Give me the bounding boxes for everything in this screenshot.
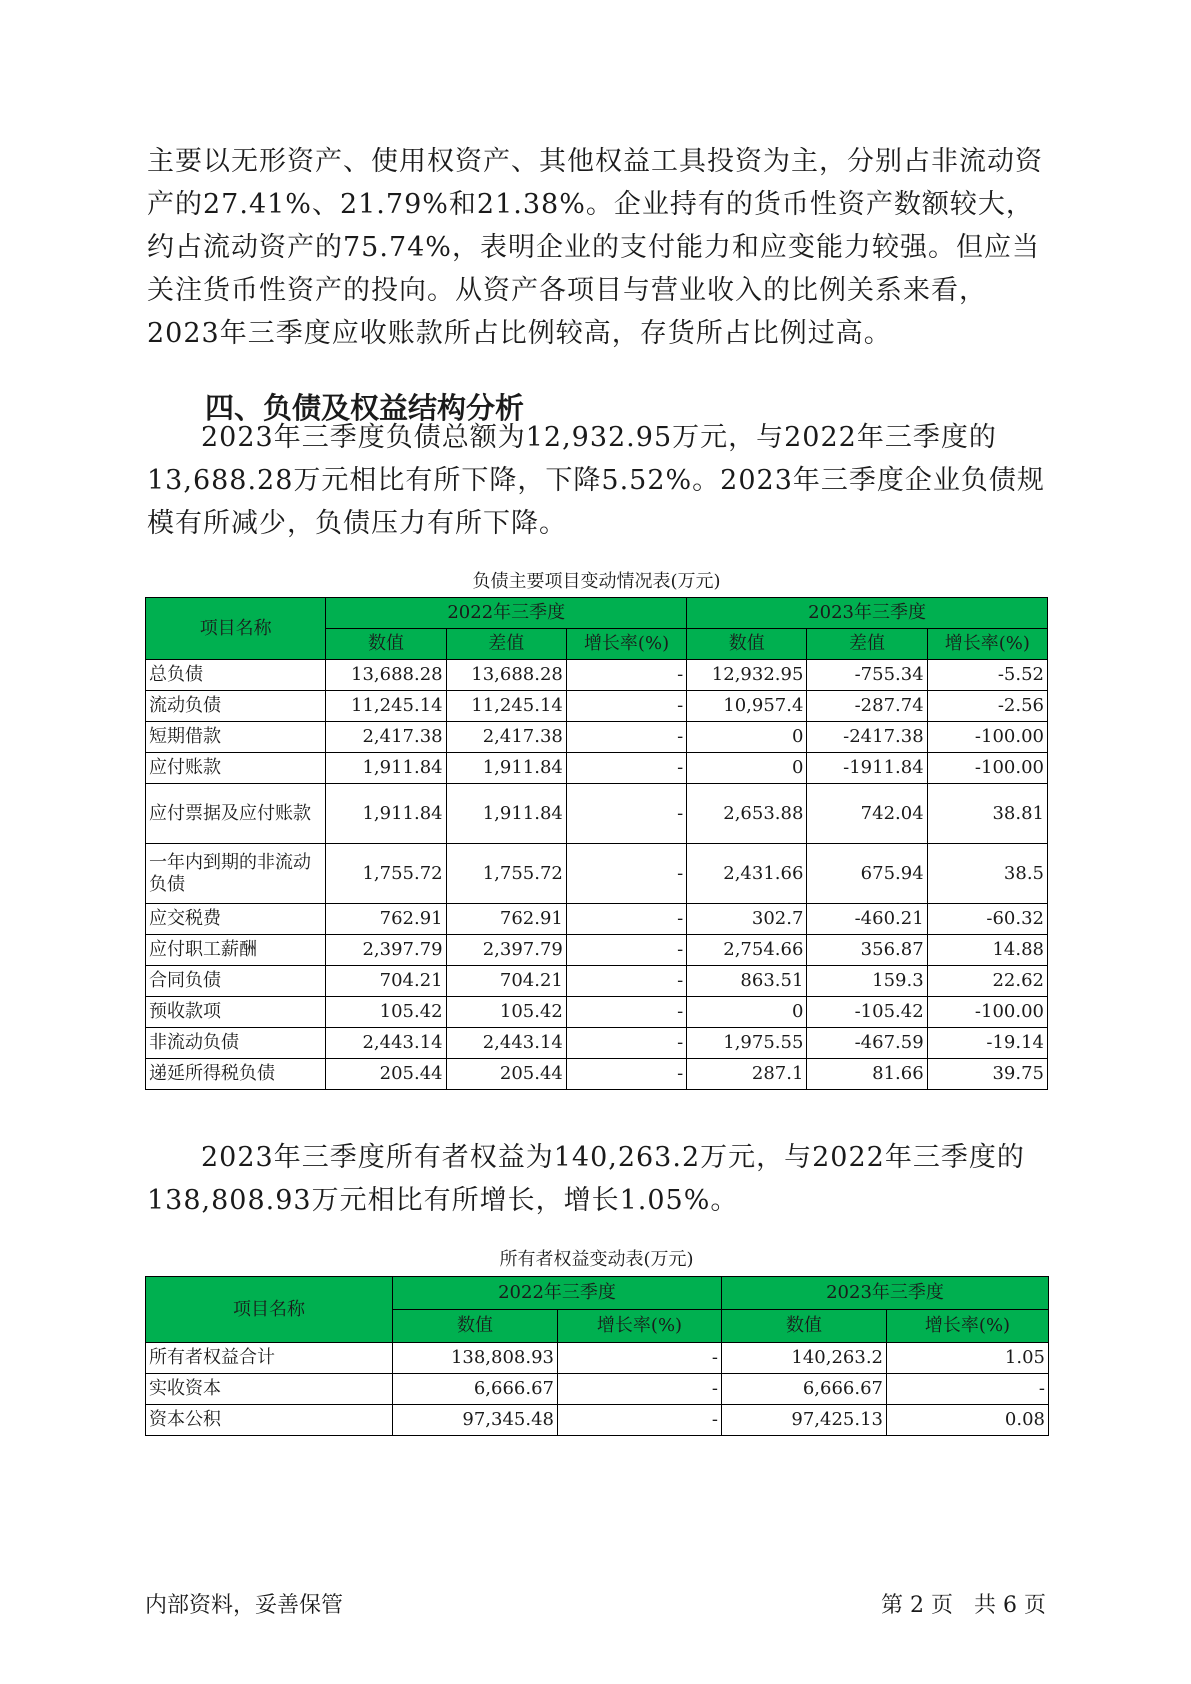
table-cell: -2417.38 [807, 722, 927, 753]
table-cell: 2,653.88 [687, 784, 807, 844]
row-label: 所有者权益合计 [146, 1343, 393, 1374]
table-cell: - [566, 1028, 686, 1059]
table-cell: - [558, 1343, 722, 1374]
row-label: 一年内到期的非流动负债 [146, 844, 326, 904]
table-row [146, 784, 1048, 844]
table-cell: 2,443.14 [446, 1028, 566, 1059]
table-row [146, 844, 1048, 904]
table-cell: 704.21 [446, 966, 566, 997]
table-cell: 2,417.38 [326, 722, 446, 753]
table-cell: 287.1 [687, 1059, 807, 1090]
table-cell: 105.42 [446, 997, 566, 1028]
table-cell: - [566, 904, 686, 935]
footer-page-number: 第 2 页 共 6 页 [881, 1593, 1046, 1618]
table-cell: - [566, 935, 686, 966]
table-cell: 140,263.2 [722, 1343, 887, 1374]
table-cell: 22.62 [927, 966, 1047, 997]
table-cell: 105.42 [326, 997, 446, 1028]
header-diff: 差值 [807, 629, 927, 660]
table-cell: 302.7 [687, 904, 807, 935]
header-value: 数值 [393, 1310, 558, 1343]
table-cell: 1,755.72 [326, 844, 446, 904]
row-label: 总负债 [146, 660, 326, 691]
table-cell: 38.5 [927, 844, 1047, 904]
header-item-name: 项目名称 [146, 1277, 393, 1343]
header-period-2022: 2022年三季度 [326, 598, 687, 629]
table-cell: 10,957.4 [687, 691, 807, 722]
paragraph-liabilities-summary: 2023年三季度负债总额为12,932.95万元，与2022年三季度的13,688.28万元相比有所下降，下降5.52%。2023年三季度企业负债规模有所减少，负债压力有所下降。 [147, 422, 1045, 539]
table-cell: 1,911.84 [446, 784, 566, 844]
table-row [146, 660, 1048, 691]
row-label: 应交税费 [146, 904, 326, 935]
table-cell: -287.74 [807, 691, 927, 722]
table-cell: 2,754.66 [687, 935, 807, 966]
row-label: 应付账款 [146, 753, 326, 784]
table-row [146, 722, 1048, 753]
header-period-2023: 2023年三季度 [687, 598, 1048, 629]
table-cell: 356.87 [807, 935, 927, 966]
table-cell: 675.94 [807, 844, 927, 904]
table-cell: - [566, 722, 686, 753]
table-cell: 0 [687, 722, 807, 753]
table-cell: -60.32 [927, 904, 1047, 935]
table-cell: 13,688.28 [446, 660, 566, 691]
table-cell: - [566, 997, 686, 1028]
table-cell: -100.00 [927, 997, 1047, 1028]
table-cell: 159.3 [807, 966, 927, 997]
table-row [146, 997, 1048, 1028]
row-label: 资本公积 [146, 1405, 393, 1436]
header-growth: 增长率(%) [566, 629, 686, 660]
table-cell: 12,932.95 [687, 660, 807, 691]
liabilities-table [145, 597, 1048, 1090]
table-cell: 6,666.67 [722, 1374, 887, 1405]
table-cell: 97,425.13 [722, 1405, 887, 1436]
table-cell: -5.52 [927, 660, 1047, 691]
row-label: 应付票据及应付账款 [146, 784, 326, 844]
table-cell: 1,975.55 [687, 1028, 807, 1059]
table-cell: - [887, 1374, 1049, 1405]
table-cell: 14.88 [927, 935, 1047, 966]
table-cell: 863.51 [687, 966, 807, 997]
table-row [146, 1405, 1049, 1436]
table-cell: 1,911.84 [326, 784, 446, 844]
header-growth: 增长率(%) [887, 1310, 1049, 1343]
table-cell: 205.44 [326, 1059, 446, 1090]
equity-table-caption: 所有者权益变动表(万元) [499, 1249, 694, 1270]
table-cell: 81.66 [807, 1059, 927, 1090]
table-cell: 0 [687, 997, 807, 1028]
header-item-name: 项目名称 [146, 598, 326, 660]
table-cell: 2,397.79 [446, 935, 566, 966]
header-value: 数值 [722, 1310, 887, 1343]
table-cell: -100.00 [927, 722, 1047, 753]
liabilities-table-caption: 负债主要项目变动情况表(万元) [472, 571, 721, 592]
table-cell: 97,345.48 [393, 1405, 558, 1436]
row-label: 短期借款 [146, 722, 326, 753]
table-cell: 13,688.28 [326, 660, 446, 691]
header-period-2023: 2023年三季度 [722, 1277, 1049, 1310]
table-cell: 762.91 [446, 904, 566, 935]
table-row [146, 753, 1048, 784]
table-cell: - [566, 966, 686, 997]
table-cell: - [566, 784, 686, 844]
table-cell: 1,755.72 [446, 844, 566, 904]
table-cell: - [566, 1059, 686, 1090]
table-cell: 2,417.38 [446, 722, 566, 753]
footer-confidential-note: 内部资料，妥善保管 [145, 1593, 344, 1618]
row-label: 合同负债 [146, 966, 326, 997]
header-diff: 差值 [446, 629, 566, 660]
table-cell: 762.91 [326, 904, 446, 935]
table-cell: - [566, 753, 686, 784]
table-cell: -755.34 [807, 660, 927, 691]
table-cell: 6,666.67 [393, 1374, 558, 1405]
table-cell: 742.04 [807, 784, 927, 844]
table-cell: 11,245.14 [446, 691, 566, 722]
table-cell: 2,397.79 [326, 935, 446, 966]
table-cell: 2,431.66 [687, 844, 807, 904]
table-row [146, 1059, 1048, 1090]
table-cell: -2.56 [927, 691, 1047, 722]
equity-table [145, 1276, 1049, 1436]
header-value: 数值 [326, 629, 446, 660]
table-cell: 1.05 [887, 1343, 1049, 1374]
paragraph-assets-summary: 主要以无形资产、使用权资产、其他权益工具投资为主，分别占非流动资产的27.41%、21.79%和21.38%。企业持有的货币性资产数额较大，约占流动资产的75.74%，表明企业的支付能力和应变能力较强。但应当关注货币性资产的投向。从资产各项目与营业收入的比例关系来看，2023年三季度应收账款所占比例较高，存货所占比例过高。 [147, 146, 1043, 349]
table-cell: - [566, 660, 686, 691]
table-row [146, 1028, 1048, 1059]
table-cell: - [566, 844, 686, 904]
table-cell: 138,808.93 [393, 1343, 558, 1374]
header-growth: 增长率(%) [927, 629, 1047, 660]
table-cell: 1,911.84 [446, 753, 566, 784]
table-row [146, 935, 1048, 966]
table-row [146, 904, 1048, 935]
section-heading: 四、负债及权益结构分析 [205, 391, 525, 425]
table-cell: 0 [687, 753, 807, 784]
table-cell: -105.42 [807, 997, 927, 1028]
table-cell: 2,443.14 [326, 1028, 446, 1059]
table-cell: 11,245.14 [326, 691, 446, 722]
row-label: 流动负债 [146, 691, 326, 722]
table-cell: - [558, 1405, 722, 1436]
table-cell: 0.08 [887, 1405, 1049, 1436]
table-cell: 1,911.84 [326, 753, 446, 784]
table-row [146, 966, 1048, 997]
table-cell: -467.59 [807, 1028, 927, 1059]
paragraph-equity-summary: 2023年三季度所有者权益为140,263.2万元，与2022年三季度的138,808.93万元相比有所增长，增长1.05%。 [147, 1142, 1025, 1216]
header-value: 数值 [687, 629, 807, 660]
row-label: 预收款项 [146, 997, 326, 1028]
table-cell: -460.21 [807, 904, 927, 935]
table-row [146, 691, 1048, 722]
header-growth: 增长率(%) [558, 1310, 722, 1343]
table-cell: - [558, 1374, 722, 1405]
row-label: 递延所得税负债 [146, 1059, 326, 1090]
table-row [146, 1343, 1049, 1374]
table-cell: -19.14 [927, 1028, 1047, 1059]
table-cell: 39.75 [927, 1059, 1047, 1090]
table-cell: -100.00 [927, 753, 1047, 784]
table-cell: 205.44 [446, 1059, 566, 1090]
row-label: 应付职工薪酬 [146, 935, 326, 966]
table-row [146, 1374, 1049, 1405]
table-cell: - [566, 691, 686, 722]
row-label: 非流动负债 [146, 1028, 326, 1059]
table-cell: 38.81 [927, 784, 1047, 844]
table-cell: 704.21 [326, 966, 446, 997]
row-label: 实收资本 [146, 1374, 393, 1405]
table-cell: -1911.84 [807, 753, 927, 784]
header-period-2022: 2022年三季度 [393, 1277, 722, 1310]
